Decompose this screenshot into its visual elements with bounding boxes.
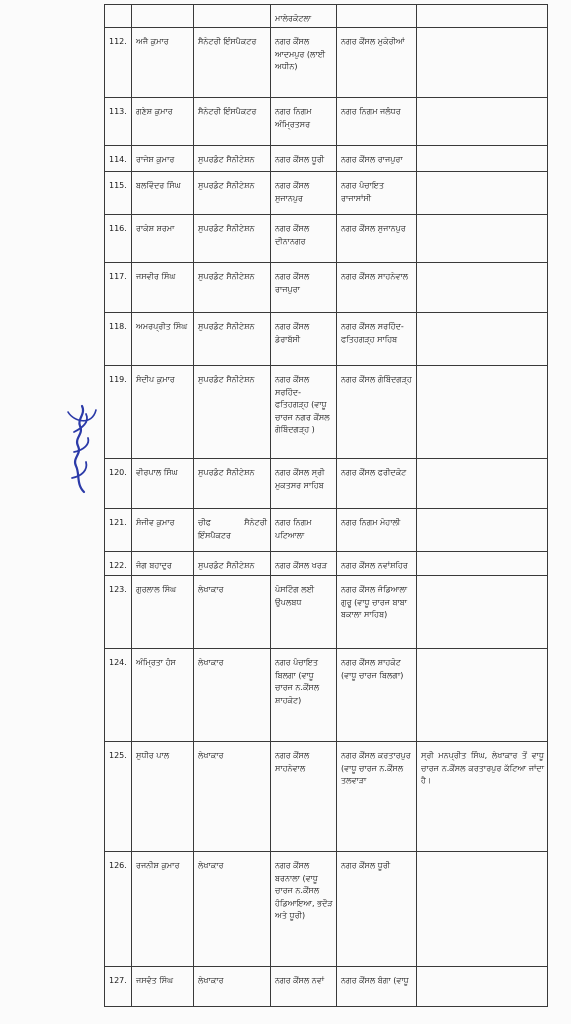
cell-to-station: ਨਗਰ ਕੌਂਸਲ ਜੰਡਿਆਲਾ ਗੁਰੂ (ਵਾਧੂ ਚਾਰਜ ਬਾਬਾ ਬਕਾਲਾ ਸਾਹਿਬ) <box>337 576 417 649</box>
cell-serial: 114. <box>105 146 132 172</box>
cell-from-station: ਮਾਲੇਰਕੋਟਲਾ <box>271 5 337 28</box>
cell-remarks <box>417 98 548 146</box>
cell-serial: 123. <box>105 576 132 649</box>
cell-post: ਸੁਪਰਡੰਟ ਸੈਨੀਟੇਸ਼ਨ <box>194 146 271 172</box>
cell-serial: 122. <box>105 552 132 576</box>
table-row <box>105 459 548 509</box>
cell-to-station: ਨਗਰ ਕੌਂਸਲ ਸੁਜਾਨਪੁਰ <box>337 215 417 263</box>
table-row <box>105 742 548 852</box>
cell-remarks <box>417 552 548 576</box>
cell-from-station: ਨਗਰ ਕੌਂਸਲ ਸਾਹਨੇਵਾਲ <box>271 742 337 852</box>
cell-name: ਜੰਗ ਬਹਾਦੁਰ <box>132 552 194 576</box>
cell-remarks <box>417 28 548 98</box>
cell-to-station: ਨਗਰ ਕੌਂਸਲ ਗੋਬਿੰਦਗੜ੍ਹ <box>337 366 417 459</box>
cell-remarks <box>417 459 548 509</box>
cell-post: ਸੁਪਰਡੰਟ ਸੈਨੀਟੇਸ਼ਨ <box>194 263 271 313</box>
cell-remarks <box>417 313 548 366</box>
cell-to-station: ਨਗਰ ਕੌਂਸਲ ਮੁਕੇਰੀਆਂ <box>337 28 417 98</box>
cell-remarks <box>417 5 548 28</box>
cell-from-station: ਨਗਰ ਕੌਂਸਲ ਸਰਹਿੰਦ-ਫਤਿਹਗੜ੍ਹ (ਵਾਧੂ ਚਾਰਜ ਨਗਰ ਕੌਂਸਲ ਗੋਬਿੰਦਗੜ੍ਹ ) <box>271 366 337 459</box>
cell-remarks <box>417 509 548 552</box>
cell-post: ਸੈਨੇਟਰੀ ਇੰਸਪੈਕਟਰ <box>194 98 271 146</box>
cell-post: ਸੁਪਰਡੰਟ ਸੈਨੀਟੇਸ਼ਨ <box>194 172 271 215</box>
cell-serial: 119. <box>105 366 132 459</box>
cell-to-station: ਨਗਰ ਕੌਂਸਲ ਨਵਾਂਸ਼ਹਿਰ <box>337 552 417 576</box>
cell-post: ਚੀਫ ਸੈਨੇਟਰੀ ਇੰਸਪੈਕਟਰ <box>194 509 271 552</box>
cell-post: ਸੁਪਰਡੰਟ ਸੈਨੀਟੇਸ਼ਨ <box>194 459 271 509</box>
table-row <box>105 509 548 552</box>
table-row <box>105 576 548 649</box>
cell-from-station: ਨਗਰ ਨਿਗਮ ਅੰਮ੍ਰਿਤਸਰ <box>271 98 337 146</box>
table-row <box>105 263 548 313</box>
cell-name: ਗਣੇਸ਼ ਕੁਮਾਰ <box>132 98 194 146</box>
table-row <box>105 852 548 967</box>
cell-from-station: ਨਗਰ ਕੌਂਸਲ ਨਵਾਂ <box>271 967 337 1007</box>
cell-name: ਅਜੈ ਕੁਮਾਰ <box>132 28 194 98</box>
cell-serial: 113. <box>105 98 132 146</box>
cell-remarks <box>417 576 548 649</box>
cell-remarks <box>417 852 548 967</box>
cell-name <box>132 5 194 28</box>
cell-to-station: ਨਗਰ ਕੌਂਸਲ ਸ਼ਾਹਕੋਟ (ਵਾਧੂ ਚਾਰਜ ਬਿਲਗਾ) <box>337 649 417 742</box>
table-row <box>105 172 548 215</box>
cell-from-station: ਨਗਰ ਕੌਂਸਲ ਖਰੜ <box>271 552 337 576</box>
cell-to-station: ਨਗਰ ਕੌਂਸਲ ਰਾਜਪੁਰਾ <box>337 146 417 172</box>
cell-name: ਗੁਰਲਾਲ ਸਿੰਘ <box>132 576 194 649</box>
cell-remarks: ਸ੍ਰੀ ਮਨਪ੍ਰੀਤ ਸਿੰਘ, ਲੇਖਾਕਾਰ ਤੋਂ ਵਾਧੂ ਚਾਰਜ ਨ.ਕੌਂਸਲ ਕਰਤਾਰਪੁਰ ਕੱਟਿਆ ਜਾਂਦਾ ਹੈ। <box>417 742 548 852</box>
cell-post: ਸੈਨੇਟਰੀ ਇੰਸਪੈਕਟਰ <box>194 28 271 98</box>
cell-name: ਸੁਧੀਰ ਪਾਲ <box>132 742 194 852</box>
cell-name: ਵੀਰਪਾਲ ਸਿੰਘ <box>132 459 194 509</box>
cell-serial: 118. <box>105 313 132 366</box>
cell-serial: 115. <box>105 172 132 215</box>
cell-to-station: ਨਗਰ ਕੌਂਸਲ ਬੰਗਾ (ਵਾਧੂ <box>337 967 417 1007</box>
cell-serial: 125. <box>105 742 132 852</box>
table-row <box>105 552 548 576</box>
cell-serial: 112. <box>105 28 132 98</box>
cell-post: ਸੁਪਰਡੰਟ ਸੈਨੀਟੇਸ਼ਨ <box>194 313 271 366</box>
cell-post: ਸੁਪਰਡੰਟ ਸੈਨੀਟੇਸ਼ਨ <box>194 215 271 263</box>
cell-serial: 121. <box>105 509 132 552</box>
cell-serial: 117. <box>105 263 132 313</box>
cell-post: ਲੇਖਾਕਾਰ <box>194 852 271 967</box>
transfer-table <box>104 4 548 1007</box>
cell-remarks <box>417 366 548 459</box>
cell-from-station: ਨਗਰ ਕੌਂਸਲ ਬਰਨਾਲਾ (ਵਾਧੂ ਚਾਰਜ ਨ.ਕੌਂਸਲ ਹੰਡਿਆਇਆ, ਭਦੌੜ ਅਤੇ ਧੂਰੀ) <box>271 852 337 967</box>
cell-post: ਸੁਪਰਡੰਟ ਸੈਨੀਟੇਸ਼ਨ <box>194 366 271 459</box>
table-row <box>105 649 548 742</box>
cell-to-station: ਨਗਰ ਕੌਂਸਲ ਫਰੀਦਕੋਟ <box>337 459 417 509</box>
cell-remarks <box>417 967 548 1007</box>
cell-to-station: ਨਗਰ ਕੌਂਸਲ ਸਰਹਿੰਦ-ਫਤਿਹਗੜ੍ਹ ਸਾਹਿਬ <box>337 313 417 366</box>
cell-from-station: ਨਗਰ ਕੌਂਸਲ ਦੀਨਾਨਗਰ <box>271 215 337 263</box>
cell-remarks <box>417 649 548 742</box>
table-row <box>105 98 548 146</box>
cell-name: ਸੰਜੀਵ ਕੁਮਾਰ <box>132 509 194 552</box>
table-row <box>105 5 548 28</box>
cell-post: ਲੇਖਾਕਾਰ <box>194 576 271 649</box>
cell-serial: 124. <box>105 649 132 742</box>
cell-post: ਸੁਪਰਡੰਟ ਸੈਨੀਟੇਸ਼ਨ <box>194 552 271 576</box>
table-row <box>105 28 548 98</box>
cell-remarks <box>417 263 548 313</box>
cell-serial: 126. <box>105 852 132 967</box>
cell-serial: 127. <box>105 967 132 1007</box>
cell-serial <box>105 5 132 28</box>
cell-remarks <box>417 215 548 263</box>
cell-name: ਅਮਰਪ੍ਰੀਤ ਸਿੰਘ <box>132 313 194 366</box>
cell-remarks <box>417 146 548 172</box>
handwritten-signature <box>62 392 102 502</box>
cell-from-station: ਨਗਰ ਕੌਂਸਲ ਸੁਜਾਨਪੁਰ <box>271 172 337 215</box>
cell-from-station: ਪੋਸਟਿੰਗ ਲਈ ਉਪਲਬਧ <box>271 576 337 649</box>
table-row <box>105 215 548 263</box>
cell-from-station: ਨਗਰ ਨਿਗਮ ਪਟਿਆਲਾ <box>271 509 337 552</box>
cell-to-station: ਨਗਰ ਪੰਚਾਇਤ ਰਾਜਾਸਾਂਸੀ <box>337 172 417 215</box>
table-row <box>105 146 548 172</box>
cell-post: ਲੇਖਾਕਾਰ <box>194 967 271 1007</box>
cell-remarks <box>417 172 548 215</box>
cell-name: ਰਾਕੇਸ਼ ਸ਼ਰਮਾ <box>132 215 194 263</box>
cell-post: ਲੇਖਾਕਾਰ <box>194 649 271 742</box>
cell-post <box>194 5 271 28</box>
cell-from-station: ਨਗਰ ਕੌਂਸਲ ਡੇਰਾਬੱਸੀ <box>271 313 337 366</box>
cell-from-station: ਨਗਰ ਕੌਂਸਲ ਧੂਰੀ <box>271 146 337 172</box>
cell-from-station: ਨਗਰ ਕੌਂਸਲ ਰਾਜਪੁਰਾ <box>271 263 337 313</box>
cell-serial: 116. <box>105 215 132 263</box>
cell-to-station: ਨਗਰ ਕੌਂਸਲ ਧੂਰੀ <box>337 852 417 967</box>
cell-to-station: ਨਗਰ ਨਿਗਮ ਮੋਹਾਲੀ <box>337 509 417 552</box>
cell-name: ਜਸਵੀਰ ਸਿੰਘ <box>132 263 194 313</box>
cell-from-station: ਨਗਰ ਪੰਚਾਇਤ ਬਿਲਗਾ (ਵਾਧੂ ਚਾਰਜ ਨ.ਕੌਂਸਲ ਸ਼ਾਹਕੋਟ) <box>271 649 337 742</box>
table-row <box>105 967 548 1007</box>
table-row <box>105 313 548 366</box>
cell-to-station: ਨਗਰ ਕੌਂਸਲ ਸਾਹਨੇਵਾਲ <box>337 263 417 313</box>
cell-to-station: ਨਗਰ ਨਿਗਮ ਜਲੰਧਰ <box>337 98 417 146</box>
cell-serial: 120. <box>105 459 132 509</box>
cell-name: ਬਲਵਿੰਦਰ ਸਿੰਘ <box>132 172 194 215</box>
cell-name: ਜਸਵੰਤ ਸਿੰਘ <box>132 967 194 1007</box>
cell-to-station: ਨਗਰ ਕੌਂਸਲ ਕਰਤਾਰਪੁਰ (ਵਾਧੂ ਚਾਰਜ ਨ.ਕੌਂਸਲ ਤਲਵਾੜਾ <box>337 742 417 852</box>
cell-post: ਲੇਖਾਕਾਰ <box>194 742 271 852</box>
cell-from-station: ਨਗਰ ਕੌਂਸਲ ਸ੍ਰੀ ਮੁਕਤਸਰ ਸਾਹਿਬ <box>271 459 337 509</box>
cell-name: ਅੰਮ੍ਰਿਤਾ ਹੰਸ <box>132 649 194 742</box>
table-row <box>105 366 548 459</box>
cell-name: ਸੰਦੀਪ ਕੁਮਾਰ <box>132 366 194 459</box>
cell-from-station: ਨਗਰ ਕੌਂਸਲ ਆਦਮਪੁਰ (ਲਾਈ ਅਧੀਨ) <box>271 28 337 98</box>
cell-to-station <box>337 5 417 28</box>
cell-name: ਰਜਨੀਸ਼ ਕੁਮਾਰ <box>132 852 194 967</box>
cell-name: ਰਾਜੇਸ਼ ਕੁਮਾਰ <box>132 146 194 172</box>
